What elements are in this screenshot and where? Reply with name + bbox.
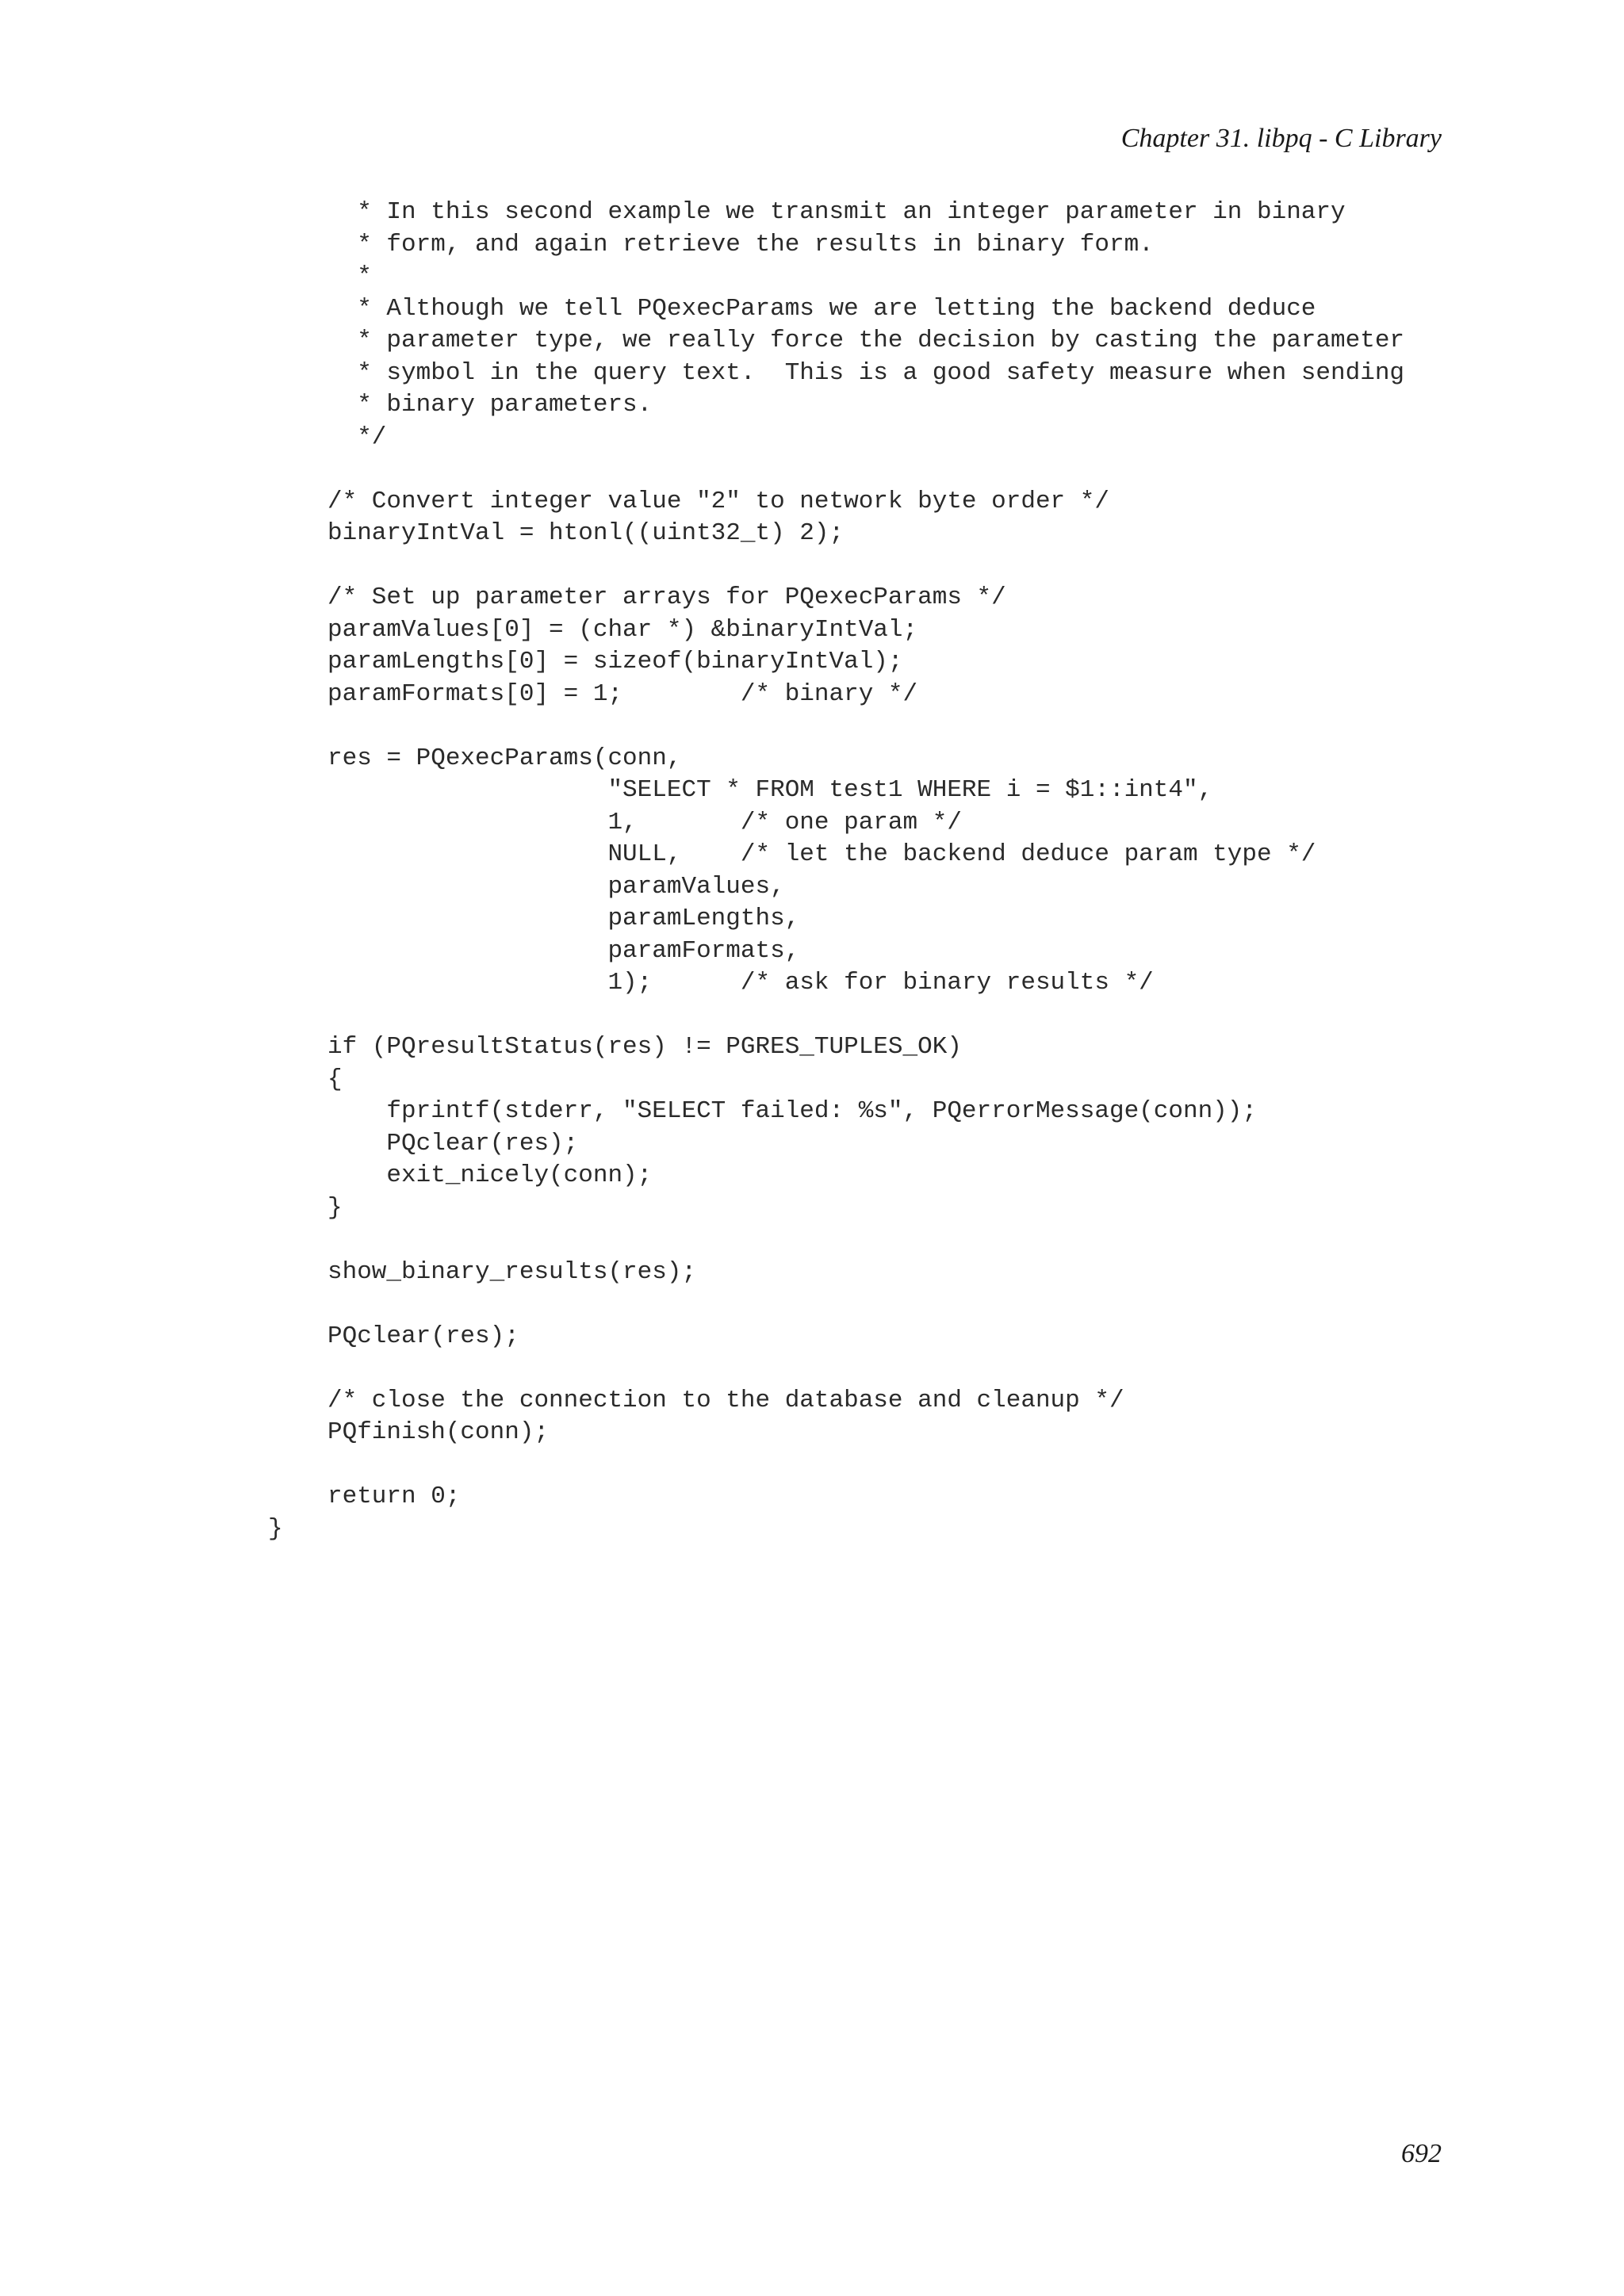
code-line: paramFormats, bbox=[327, 936, 800, 965]
code-line: * In this second example we transmit an integer parameter in binary bbox=[327, 198, 1346, 226]
code-line: * binary parameters. bbox=[327, 391, 653, 419]
code-line bbox=[327, 1353, 1404, 1385]
code-line: * symbol in the query text. This is a good safety measure when sending bbox=[327, 358, 1405, 387]
code-line: * form, and again retrieve the results in binary form. bbox=[327, 230, 1154, 258]
running-header: Chapter 31. libpq - C Library bbox=[1120, 124, 1442, 153]
code-line: 1, /* one param */ bbox=[327, 808, 962, 836]
code-line bbox=[327, 1288, 1404, 1321]
code-line: /* Set up parameter arrays for PQexecParams */ bbox=[327, 584, 1006, 611]
code-line: paramValues, bbox=[327, 872, 785, 901]
code-line: PQclear(res); bbox=[327, 1322, 519, 1350]
code-line: * parameter type, we really force the decision by casting the parameter bbox=[327, 327, 1405, 354]
code-line: * Although we tell PQexecParams we are letting the backend deduce bbox=[327, 294, 1316, 323]
code-line bbox=[327, 1449, 1404, 1482]
code-line: PQclear(res); bbox=[327, 1129, 579, 1158]
code-line: } bbox=[327, 1193, 343, 1222]
code-line: { bbox=[327, 1065, 343, 1093]
code-line: * bbox=[327, 262, 372, 290]
page-number: 692 bbox=[1401, 2139, 1442, 2168]
code-line: 1); /* ask for binary results */ bbox=[327, 969, 1154, 997]
code-line: paramLengths, bbox=[327, 905, 800, 932]
code-line: /* Convert integer value "2" to network byte order */ bbox=[327, 487, 1109, 515]
code-line bbox=[327, 710, 1404, 743]
code-line: NULL, /* let the backend deduce param type */ bbox=[327, 840, 1316, 868]
code-line: paramLengths[0] = sizeof(binaryIntVal); bbox=[327, 648, 903, 675]
code-listing bbox=[268, 197, 1405, 1545]
code-line: paramFormats[0] = 1; /* binary */ bbox=[327, 679, 918, 708]
code-line bbox=[327, 550, 1404, 583]
code-line: return 0; bbox=[327, 1483, 461, 1510]
code-line: show_binary_results(res); bbox=[327, 1257, 697, 1286]
code-line: fprintf(stderr, "SELECT failed: %s", PQerrorMessage(conn)); bbox=[327, 1097, 1257, 1125]
code-line: PQfinish(conn); bbox=[327, 1418, 550, 1446]
code-line: res = PQexecParams(conn, bbox=[327, 744, 682, 772]
code-line: /* close the connection to the database and cleanup */ bbox=[327, 1386, 1124, 1414]
code-line: binaryIntVal = htonl((uint32_t) 2); bbox=[327, 519, 845, 547]
code-line: "SELECT * FROM test1 WHERE i = $1::int4", bbox=[327, 776, 1213, 804]
code-line bbox=[327, 1224, 1404, 1257]
code-line: paramValues[0] = (char *) &binaryIntVal; bbox=[327, 615, 918, 644]
code-line bbox=[327, 453, 1404, 486]
code-line: exit_nicely(conn); bbox=[327, 1161, 653, 1189]
code-line: if (PQresultStatus(res) != PGRES_TUPLES_OK) bbox=[327, 1033, 962, 1061]
code-line: */ bbox=[327, 423, 387, 451]
closing-brace: } bbox=[268, 1514, 283, 1543]
code-line bbox=[327, 1000, 1404, 1032]
